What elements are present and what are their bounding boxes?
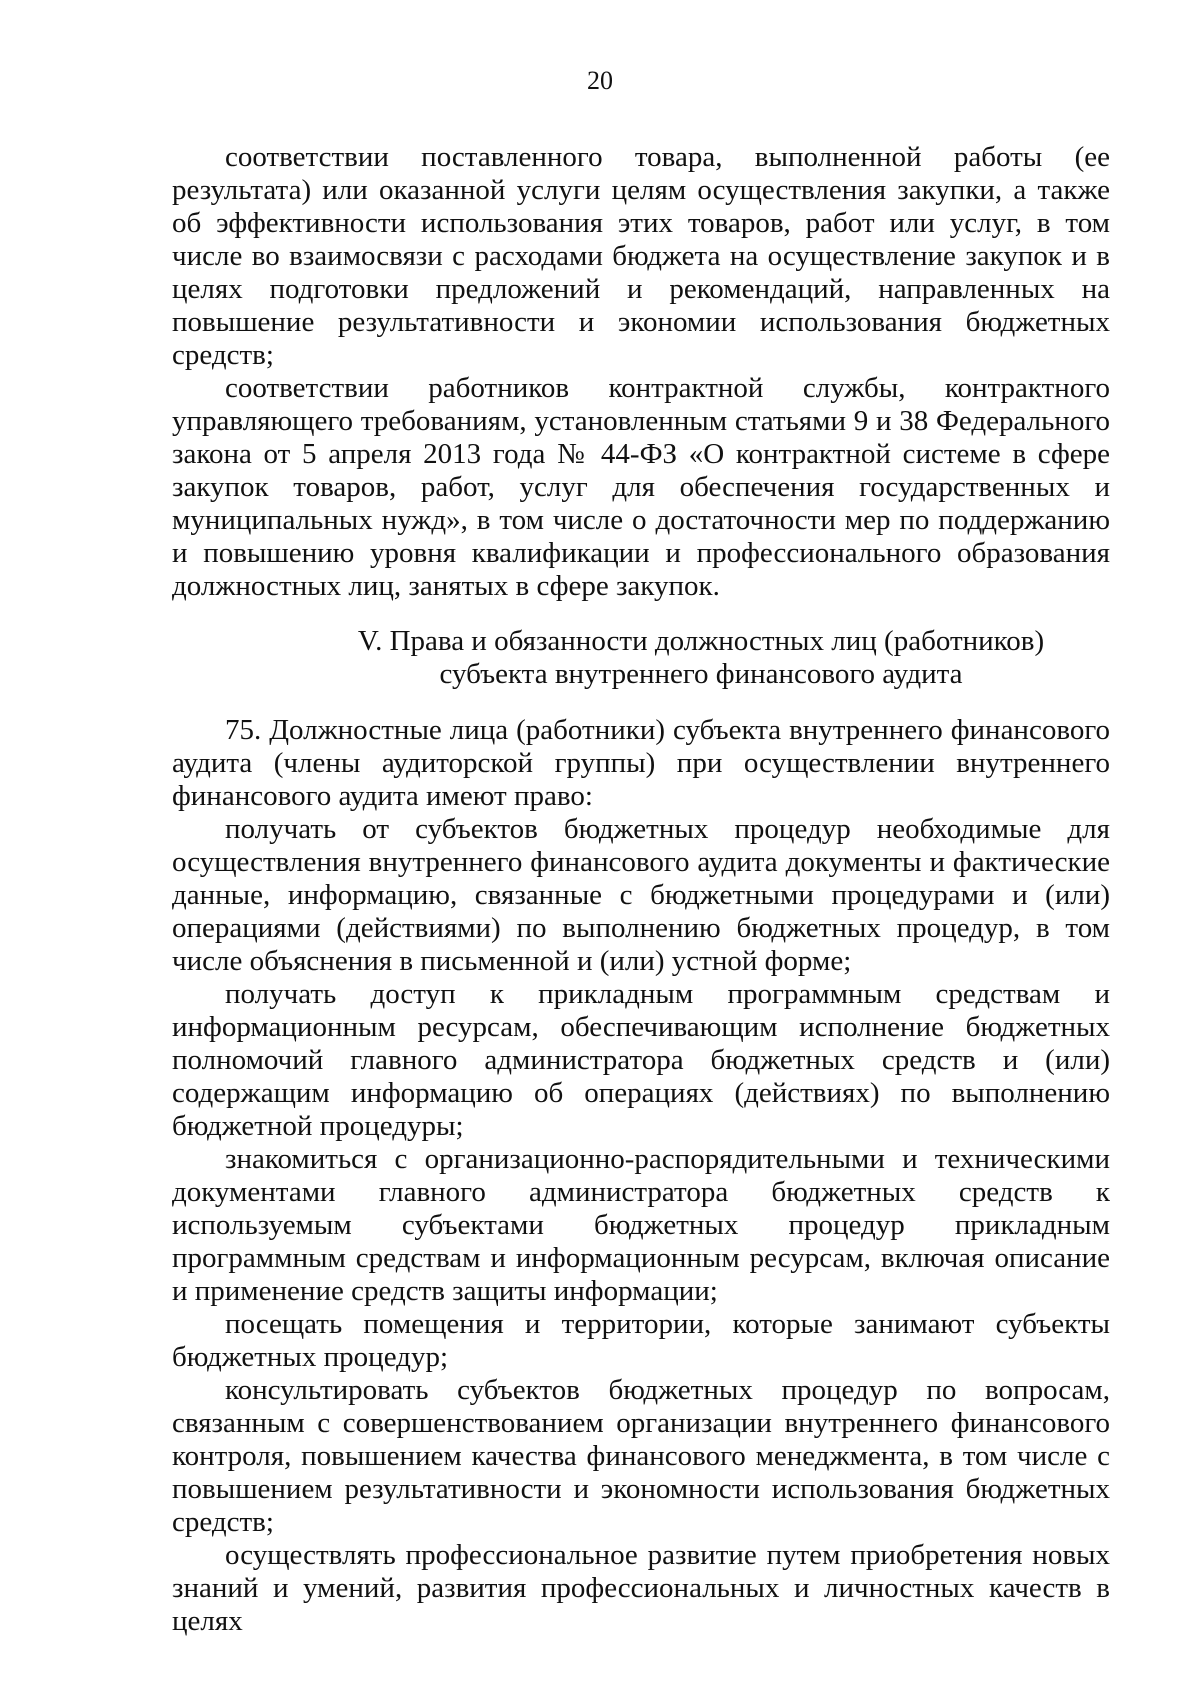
section-heading-line-1: V. Права и обязанности должностных лиц (работников): [357, 625, 1045, 657]
section-heading-line-2: субъекта внутреннего финансового аудита: [439, 658, 963, 690]
paragraph: получать доступ к прикладным программным средствам и информационным ресурсам, обеспечивающим исполнение бюджетных полномочий главного администратора бюджетных средств и (или) содержащим информацию об операциях (действиях) по выполнению бюджетной процедуры;: [172, 978, 1110, 1142]
paragraph: соответствии поставленного товара, выполненной работы (ее результата) или оказанной услуги целям осуществления закупки, а также об эффективности использования этих товаров, работ или услуг, в том числе во взаимосвязи с расходами бюджета на осуществление закупок и в целях подготовки предложений и рекомендаций, направленных на повышение результативности и экономии использования бюджетных средств;: [172, 141, 1110, 371]
paragraph: посещать помещения и территории, которые занимают субъекты бюджетных процедур;: [172, 1308, 1110, 1373]
section-heading: [172, 625, 1110, 691]
paragraph: знакомиться с организационно-распорядительными и техническими документами главного администратора бюджетных средств к используемым субъектами бюджетных процедур прикладным программным средствам и информационным ресурсам, включая описание и применение средств защиты информации;: [172, 1143, 1110, 1307]
paragraph: осуществлять профессиональное развитие путем приобретения новых знаний и умений, развития профессиональных и личностных качеств в целях: [172, 1539, 1110, 1637]
document-body: [172, 141, 1110, 1638]
paragraph: соответствии работников контрактной службы, контрактного управляющего требованиям, установленным статьями 9 и 38 Федерального закона от 5 апреля 2013 года № 44-ФЗ «О контрактной системе в сфере закупок товаров, работ, услуг для обеспечения государственных и муниципальных нужд», в том числе о достаточности мер по поддержанию и повышению уровня квалификации и профессионального образования должностных лиц, занятых в сфере закупок.: [172, 372, 1110, 602]
paragraph: 75. Должностные лица (работники) субъекта внутреннего финансового аудита (члены аудиторской группы) при осуществлении внутреннего финансового аудита имеют право:: [172, 714, 1110, 812]
paragraph: консультировать субъектов бюджетных процедур по вопросам, связанным с совершенствованием организации внутреннего финансового контроля, повышением качества финансового менеджмента, в том числе с повышением результативности и экономности использования бюджетных средств;: [172, 1374, 1110, 1538]
paragraph: получать от субъектов бюджетных процедур необходимые для осуществления внутреннего финансового аудита документы и фактические данные, информацию, связанные с бюджетными процедурами и (или) операциями (действиями) по выполнению бюджетных процедур, в том числе объяснения в письменной и (или) устной форме;: [172, 813, 1110, 977]
page-number: 20: [587, 66, 613, 95]
